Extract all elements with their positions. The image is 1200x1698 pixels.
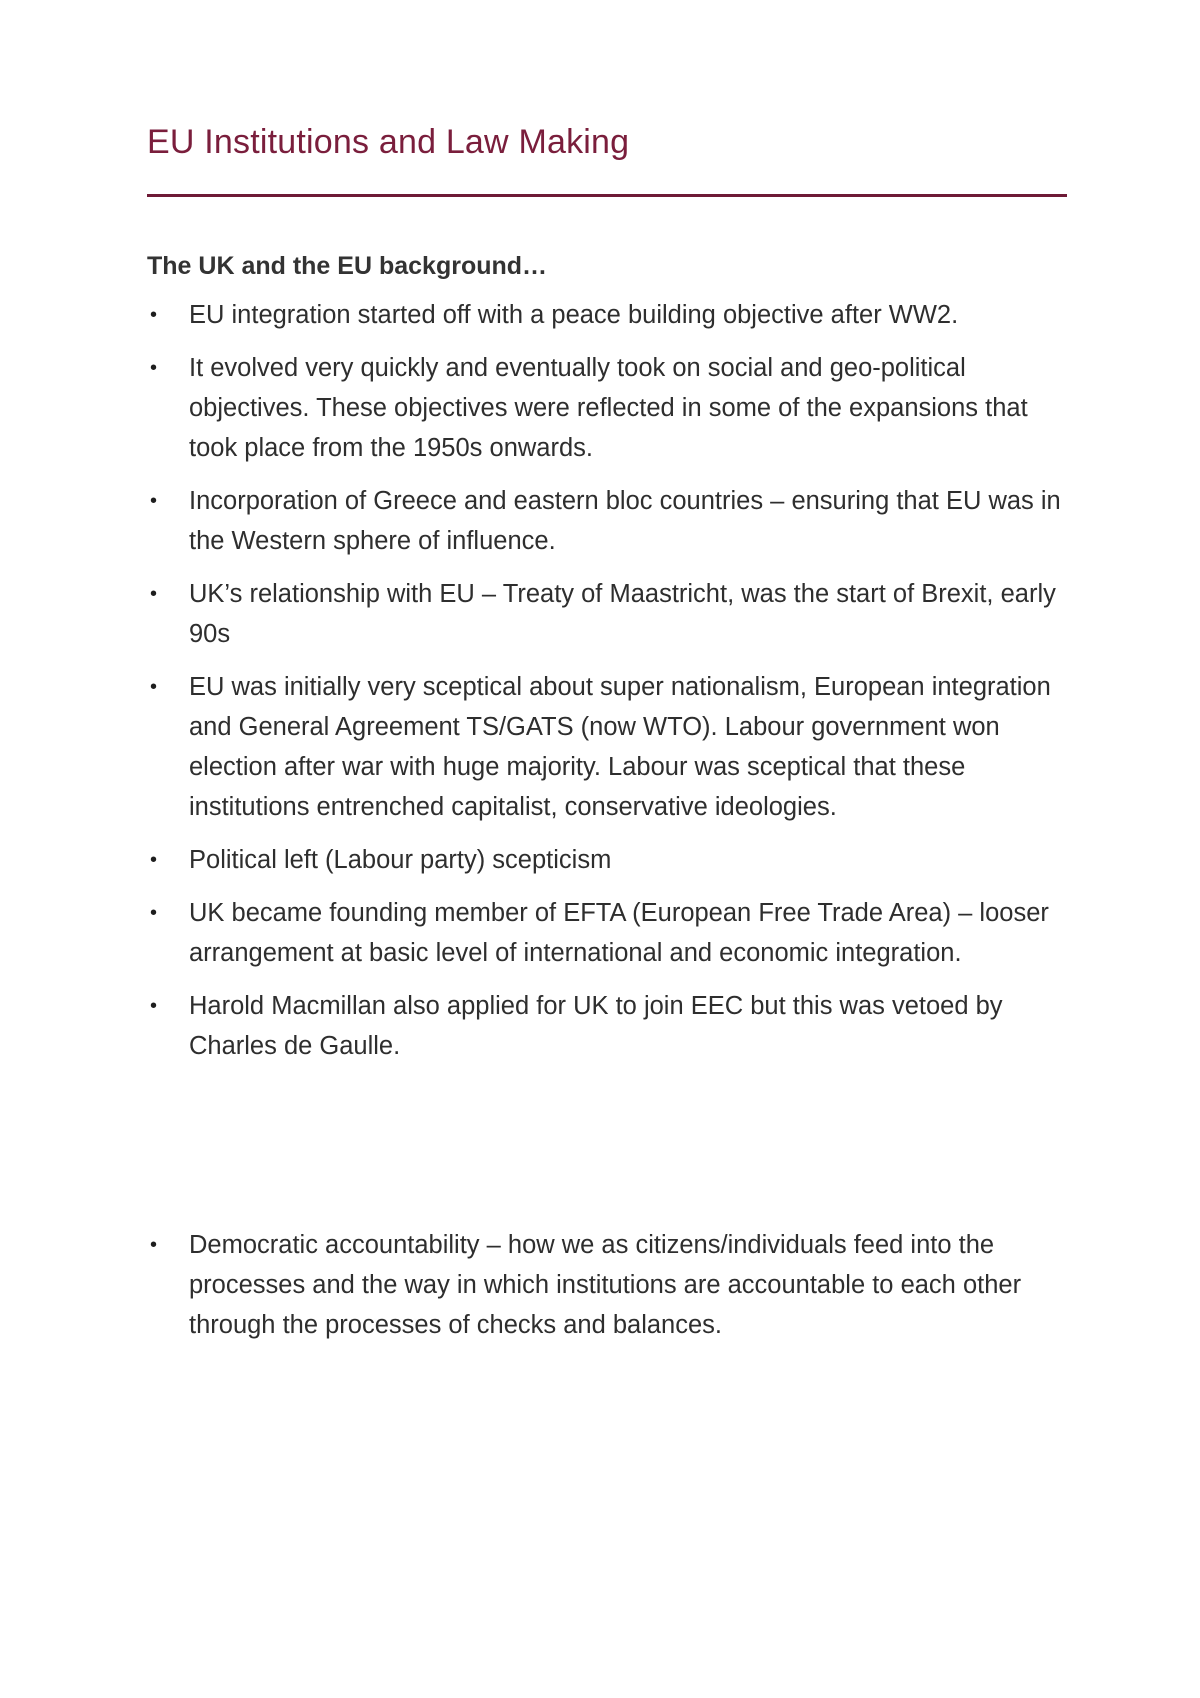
title-divider <box>147 194 1067 197</box>
bullet-list-secondary <box>147 1225 1067 1345</box>
bullet-icon: • <box>150 583 158 605</box>
bullet-icon: • <box>150 1234 158 1256</box>
list-item <box>147 574 1067 654</box>
document-title: EU Institutions and Law Making <box>147 123 630 161</box>
list-item-text: Incorporation of Greece and eastern bloc countries – ensuring that EU was in the Western sphere of influence. <box>189 487 1061 555</box>
section-heading: The UK and the EU background… <box>147 252 548 280</box>
bullet-list <box>147 295 1067 1066</box>
list-item-text: EU was initially very sceptical about super nationalism, European integration and General Agreement TS/GATS (now WTO). Labour government won election after war with huge majority. Labour was sceptical that these institutions entrenched capitalist, conservative ideologies. <box>189 673 1051 821</box>
bullet-icon: • <box>150 849 158 871</box>
bullet-icon: • <box>150 304 158 326</box>
bullet-icon: • <box>150 995 158 1017</box>
bullet-icon: • <box>150 357 158 379</box>
list-item <box>147 667 1067 827</box>
list-item-text: Harold Macmillan also applied for UK to join EEC but this was vetoed by Charles de Gaulle. <box>189 992 1003 1060</box>
bullet-icon: • <box>150 676 158 698</box>
list-item-text: UK became founding member of EFTA (European Free Trade Area) – looser arrangement at basic level of international and economic integration. <box>189 899 1049 967</box>
list-item <box>147 481 1067 561</box>
list-item <box>147 986 1067 1066</box>
list-item-text: UK’s relationship with EU – Treaty of Maastricht, was the start of Brexit, early 90s <box>189 580 1056 648</box>
bullet-icon: • <box>150 902 158 924</box>
list-item-text: EU integration started off with a peace building objective after WW2. <box>189 301 959 329</box>
list-item <box>147 893 1067 973</box>
list-item <box>147 348 1067 468</box>
list-item <box>147 1225 1067 1345</box>
list-item-text: It evolved very quickly and eventually took on social and geo-political objectives. These objectives were reflected in some of the expansions that took place from the 1950s onwards. <box>189 354 1028 462</box>
blank-gap <box>147 1066 1067 1213</box>
bullet-icon: • <box>150 490 158 512</box>
list-item <box>147 840 1067 880</box>
list-item <box>147 295 1067 335</box>
list-item-text: Democratic accountability – how we as citizens/individuals feed into the processes and the way in which institutions are accountable to each other through the processes of checks and balances. <box>189 1231 1022 1339</box>
document-page <box>147 120 1067 1345</box>
list-item-text: Political left (Labour party) scepticism <box>189 846 612 874</box>
